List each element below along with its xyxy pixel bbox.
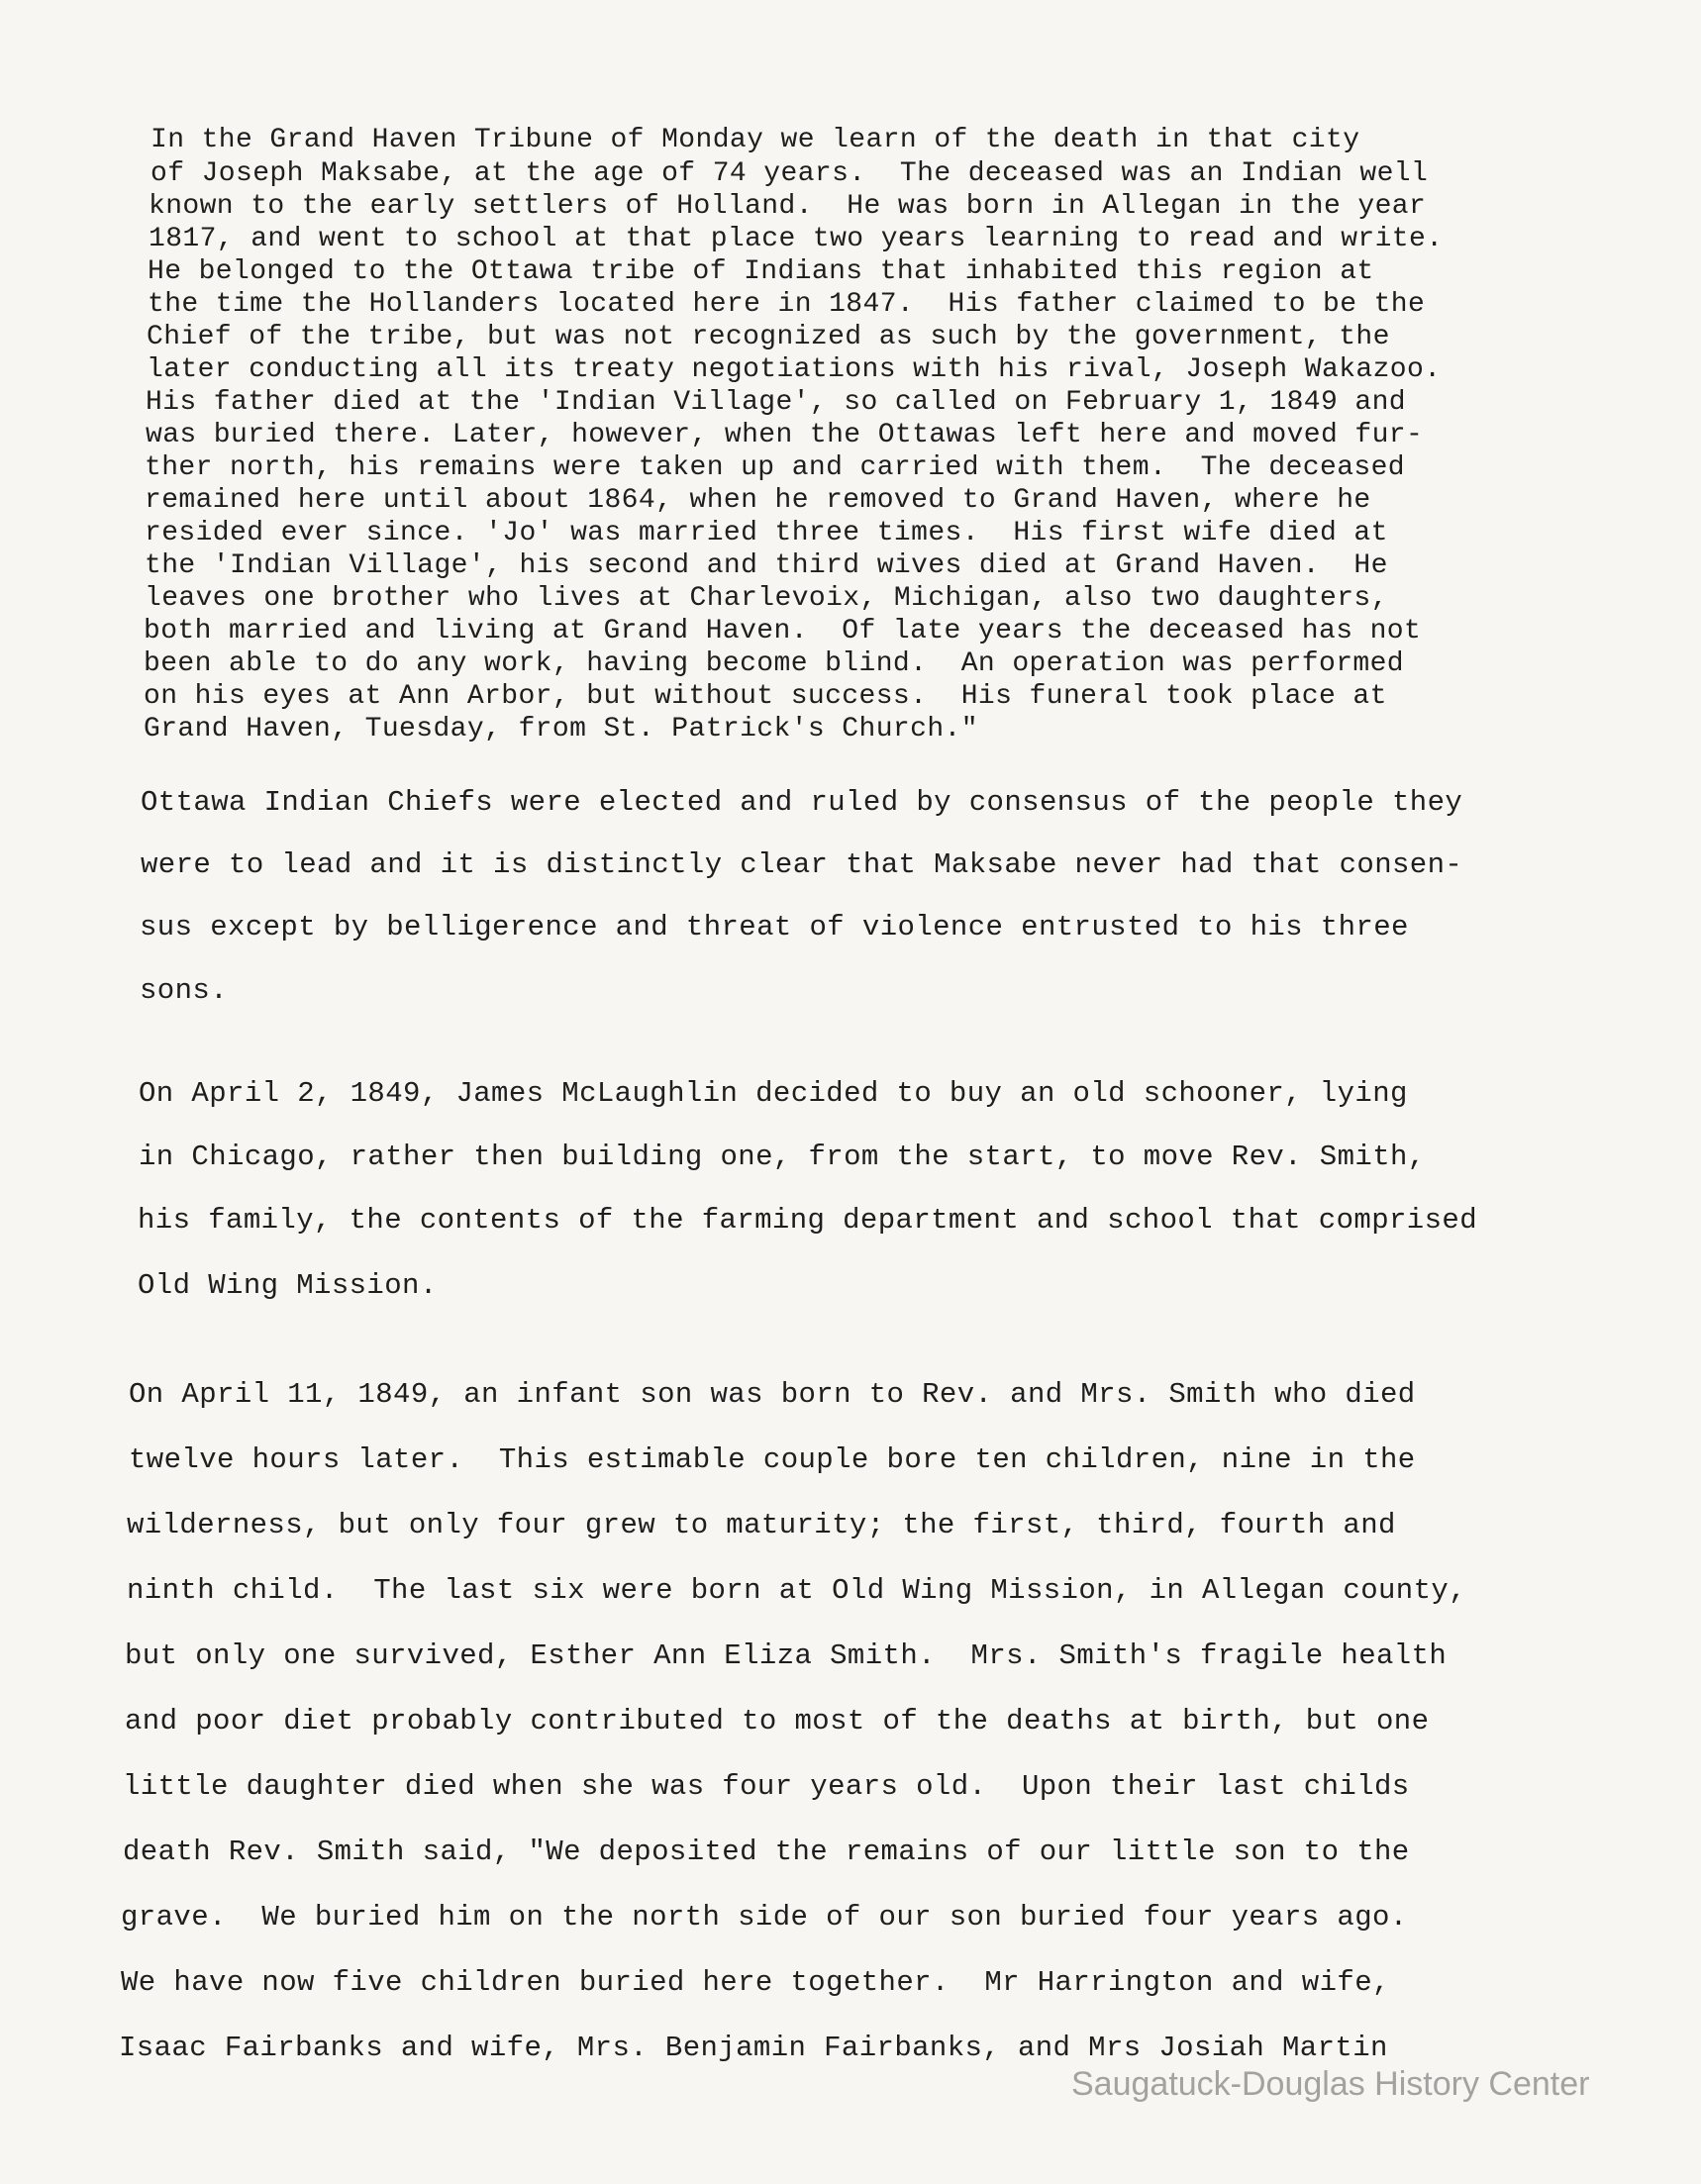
paragraph-line: and poor diet probably contributed to most of the deaths at birth, but one bbox=[125, 1705, 1430, 1737]
paragraph-line: ninth child. The last six were born at Old Wing Mission, in Allegan county, bbox=[127, 1574, 1467, 1607]
quote-line: the 'Indian Village', his second and third wives died at Grand Haven. He bbox=[145, 550, 1388, 581]
quote-line: Grand Haven, Tuesday, from St. Patrick's Church." bbox=[144, 714, 978, 745]
quote-line: ther north, his remains were taken up and carried with them. The deceased bbox=[145, 452, 1406, 483]
paragraph-line: Ottawa Indian Chiefs were elected and ruled by consensus of the people they bbox=[141, 786, 1463, 819]
quote-line: 1817, and went to school at that place two years learning to read and write. bbox=[149, 224, 1444, 254]
quote-line: of Joseph Maksabe, at the age of 74 years. The deceased was an Indian well bbox=[150, 158, 1429, 189]
paragraph-line: Old Wing Mission. bbox=[138, 1269, 438, 1302]
paragraph-line: grave. We buried him on the north side of our son buried four years ago. bbox=[121, 1901, 1408, 1934]
quote-line: known to the early settlers of Holland. He was born in Allegan in the year bbox=[149, 191, 1427, 222]
paragraph-line: sons. bbox=[140, 974, 229, 1007]
quote-line: later conducting all its treaty negotiations with his rival, Joseph Wakazoo. bbox=[147, 354, 1442, 385]
quote-line: been able to do any work, having become blind. An operation was performed bbox=[144, 648, 1405, 679]
quote-line: the time the Hollanders located here in 1847. His father claimed to be the bbox=[148, 289, 1426, 320]
quote-line: remained here until about 1864, when he removed to Grand Haven, where he bbox=[145, 485, 1371, 516]
paragraph-line: little daughter died when she was four years old. Upon their last childs bbox=[123, 1770, 1410, 1803]
quote-line: He belonged to the Ottawa tribe of Indians that inhabited this region at bbox=[148, 256, 1374, 287]
quote-line: leaves one brother who lives at Charlevoix, Michigan, also two daughters, bbox=[145, 583, 1388, 614]
paragraph-line: wilderness, but only four grew to maturity; the first, third, fourth and bbox=[127, 1509, 1396, 1541]
quote-line: His father died at the 'Indian Village', so called on February 1, 1849 and bbox=[146, 387, 1407, 418]
paragraph-line: Isaac Fairbanks and wife, Mrs. Benjamin Fairbanks, and Mrs Josiah Martin bbox=[119, 2032, 1388, 2064]
archive-watermark: Saugatuck-Douglas History Center bbox=[1071, 2065, 1590, 2103]
quote-line: Chief of the tribe, but was not recognized as such by the government, the bbox=[147, 322, 1390, 352]
quote-line: In the Grand Haven Tribune of Monday we learn of the death in that city bbox=[150, 125, 1360, 155]
paragraph-line: his family, the contents of the farming department and school that comprised bbox=[138, 1204, 1478, 1237]
paragraph-line: On April 2, 1849, James McLaughlin decided to buy an old schooner, lying bbox=[139, 1077, 1408, 1110]
paragraph-line: but only one survived, Esther Ann Eliza Smith. Mrs. Smith's fragile health bbox=[125, 1639, 1448, 1672]
quote-line: on his eyes at Ann Arbor, but without success. His funeral took place at bbox=[144, 681, 1387, 712]
paragraph-line: were to lead and it is distinctly clear that Maksabe never had that consen- bbox=[141, 848, 1463, 881]
paragraph-line: sus except by belligerence and threat of violence entrusted to his three bbox=[140, 911, 1409, 943]
paragraph-line: in Chicago, rather then building one, from the start, to move Rev. Smith, bbox=[139, 1141, 1426, 1173]
quote-line: resided ever since. 'Jo' was married three times. His first wife died at bbox=[145, 518, 1388, 548]
paragraph-line: twelve hours later. This estimable couple bore ten children, nine in the bbox=[129, 1443, 1416, 1476]
paragraph-line: We have now five children buried here together. Mr Harrington and wife, bbox=[121, 1966, 1390, 1999]
quote-line: both married and living at Grand Haven. Of late years the deceased has not bbox=[144, 616, 1422, 646]
paragraph-line: death Rev. Smith said, "We deposited the remains of our little son to the bbox=[123, 1836, 1410, 1868]
quote-line: was buried there. Later, however, when the Ottawas left here and moved fur- bbox=[146, 420, 1424, 450]
paragraph-line: On April 11, 1849, an infant son was born to Rev. and Mrs. Smith who died bbox=[129, 1378, 1416, 1411]
